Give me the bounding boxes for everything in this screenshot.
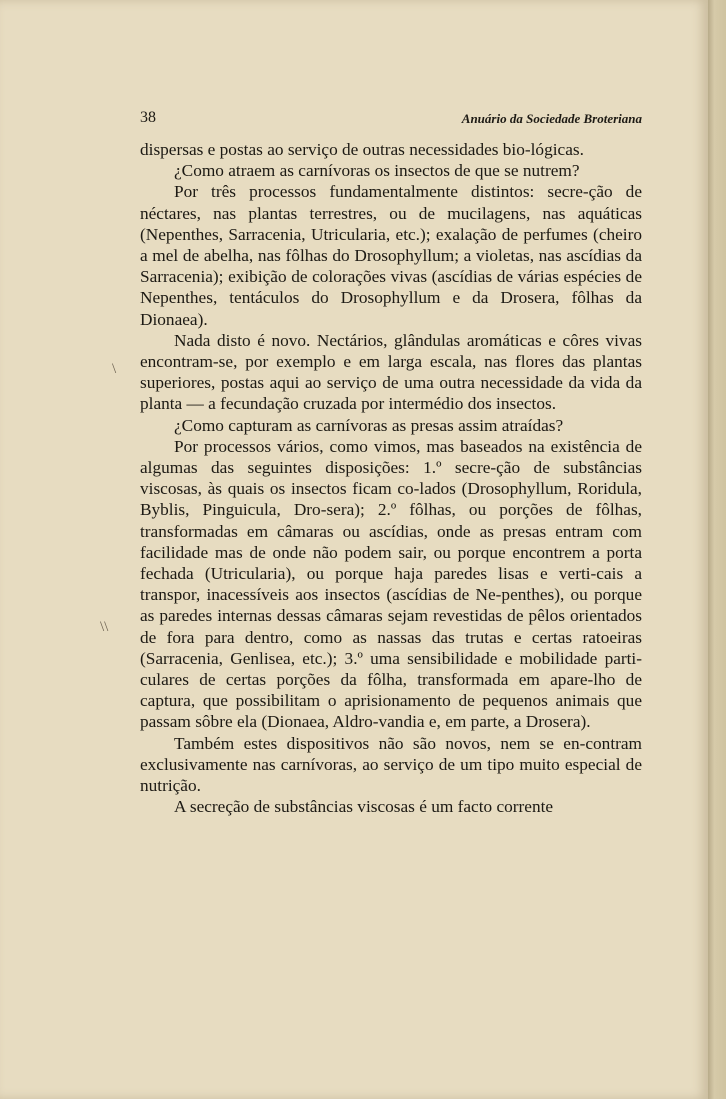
page-number: 38 bbox=[140, 109, 156, 126]
pencil-mark-icon: \\ bbox=[100, 619, 109, 635]
paragraph: Por três processos fundamentalmente distintos: secre-ção de néctares, nas plantas terrestres, ou de mucilagens, nas aquáticas (Nepenthes, Sarracenia, Utricularia, etc.); exalação de perfumes (cheiro a mel de abelha, nas fôlhas do Drosophyllum; a violetas, nas ascídias da Sarracenia); exibição de colorações vivas (ascídias de várias espécies de Nepenthes, tentáculos do Drosophyllum e da Drosera, fôlhas da Dionaea). bbox=[140, 182, 642, 329]
page-header bbox=[140, 109, 642, 131]
paragraph: Por processos vários, como vimos, mas baseados na existência de algumas das seguintes disposições: 1.º secre-ção de substâncias viscosas, às quais os insectos ficam co-lados (Drosophyllum, Roridula, Byblis, Pinguicula, Dro-sera); 2.º fôlhas, ou porções de fôlhas, transformadas em câmaras ou ascídias, onde as presas entram com facilidade mas de onde não podem sair, ou porque encontrem a porta fechada (Utricularia), ou porque haja paredes lisas e verti-cais a transpor, inacessíveis aos insectos (ascídias de Ne-penthes), ou porque as paredes internas dessas câmaras sejam revestidas de pêlos orientados de fora para dentro, como as nassas das trutas e certas ratoeiras (Sarracenia, Genlisea, etc.); 3.º uma sensibilidade e mobilidade parti-culares de certas porções da fôlha, transformada em apare-lho de captura, que possibilitam o aprisionamento de pequenos animais que passam sôbre ela (Dionaea, Aldro-vandia e, em parte, a Drosera). bbox=[140, 436, 642, 732]
running-title: Anuário da Sociedade Broteriana bbox=[461, 111, 642, 126]
paragraph: ¿Como capturam as carnívoras as presas assim atraídas? bbox=[174, 415, 564, 435]
paragraph: dispersas e postas ao serviço de outras necessidades bio-lógicas. bbox=[140, 140, 584, 159]
page-edge bbox=[708, 0, 726, 1099]
pencil-mark-icon: \ bbox=[112, 361, 117, 377]
paragraph: A secreção de substâncias viscosas é um facto corrente bbox=[174, 797, 554, 817]
paragraph: Também estes dispositivos não são novos, nem se en-contram exclusivamente nas carnívoras, ao serviço de um tipo muito especial de nutrição. bbox=[140, 733, 642, 796]
paragraph: Nada disto é novo. Nectários, glândulas aromáticas e côres vivas encontram-se, por exemplo e em larga escala, nas flores das plantas superiores, postas aqui ao serviço de uma outra necessidade da vida da planta — a fecundação cruzada por intermédio dos insectos. bbox=[140, 330, 642, 414]
body-text bbox=[140, 139, 642, 818]
paragraph: ¿Como atraem as carnívoras os insectos de que se nutrem? bbox=[174, 161, 580, 181]
